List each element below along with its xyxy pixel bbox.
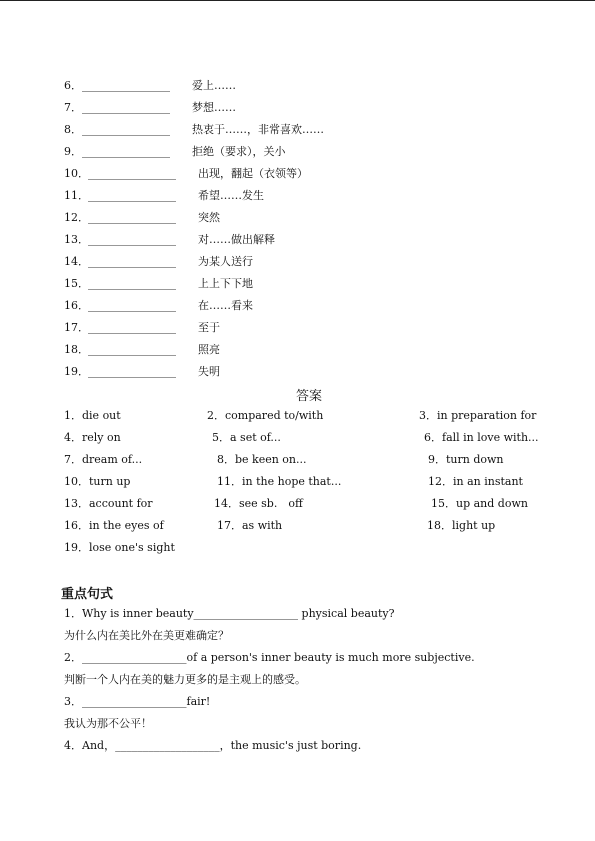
answer-item: 18．light up — [427, 519, 496, 532]
answer-item: 3．in preparation for — [419, 409, 537, 422]
vocab-item — [64, 277, 253, 291]
vocab-blank: ________________ — [88, 343, 176, 356]
sentence-english: 4．And，___________________，the music's just boring. — [64, 739, 362, 752]
vocab-item — [64, 343, 220, 357]
vocab-number: 18． — [64, 343, 89, 356]
vocab-item — [64, 101, 236, 115]
vocab-number: 15． — [64, 277, 89, 290]
vocab-number: 17． — [64, 321, 89, 334]
vocab-meaning: 对……做出解释 — [198, 233, 275, 246]
vocab-meaning: 爱上…… — [192, 79, 236, 92]
vocab-blank: ________________ — [88, 167, 176, 180]
vocab-number: 9． — [64, 145, 82, 158]
answer-item: 8．be keen on... — [217, 453, 307, 466]
vocab-number: 10． — [64, 167, 89, 180]
answer-item: 15．up and down — [431, 497, 528, 510]
vocab-blank: ________________ — [88, 321, 176, 334]
vocab-number: 13． — [64, 233, 89, 246]
answer-item: 13．account for — [64, 497, 153, 510]
answer-item: 7．dream of... — [64, 453, 143, 466]
answer-item: 14．see sb. off — [214, 497, 303, 510]
vocab-item — [64, 167, 308, 181]
vocab-blank: ________________ — [88, 255, 176, 268]
vocab-number: 19． — [64, 365, 89, 378]
vocab-blank: ________________ — [88, 365, 176, 378]
answer-item: 16．in the eyes of — [64, 519, 164, 532]
vocab-meaning: 拒绝（要求），关小 — [192, 145, 286, 158]
answer-item: 4．rely on — [64, 431, 121, 444]
answer-item: 11．in the hope that... — [217, 475, 342, 488]
vocab-number: 12． — [64, 211, 89, 224]
vocab-meaning: 在……看来 — [198, 299, 253, 312]
answer-item: 10．turn up — [64, 475, 131, 488]
vocab-item — [64, 321, 220, 335]
vocab-meaning: 失明 — [198, 365, 220, 378]
sentence-chinese: 为什么内在美比外在美更难确定？ — [64, 629, 229, 642]
vocab-meaning: 希望……发生 — [198, 189, 264, 202]
vocab-blank: ________________ — [82, 145, 170, 158]
vocab-blank: ________________ — [88, 233, 176, 246]
vocab-number: 8． — [64, 123, 82, 136]
answer-item: 2．compared to/with — [207, 409, 324, 422]
answer-item: 9．turn down — [428, 453, 504, 466]
vocab-blank: ________________ — [82, 101, 170, 114]
vocab-meaning: 出现，翻起（衣领等） — [198, 167, 308, 180]
vocab-item — [64, 365, 220, 379]
answers-title: 答案 — [296, 389, 323, 404]
answer-item: 6．fall in love with... — [424, 431, 539, 444]
vocab-blank: ________________ — [82, 79, 170, 92]
answer-item: 17．as with — [217, 519, 283, 532]
vocab-number: 16． — [64, 299, 89, 312]
vocab-item — [64, 145, 286, 159]
vocab-blank: ________________ — [82, 123, 170, 136]
vocab-item — [64, 79, 236, 93]
vocab-blank: ________________ — [88, 189, 176, 202]
sentence-chinese: 我认为那不公平！ — [64, 717, 152, 730]
vocab-number: 7． — [64, 101, 82, 114]
answer-item: 12．in an instant — [428, 475, 523, 488]
vocab-meaning: 为某人送行 — [198, 255, 253, 268]
vocab-item — [64, 299, 253, 313]
vocab-blank: ________________ — [88, 277, 176, 290]
vocab-meaning: 突然 — [198, 211, 220, 224]
sentence-english: 3．___________________fair! — [64, 695, 211, 708]
vocab-number: 6． — [64, 79, 82, 92]
vocab-item — [64, 255, 253, 269]
vocab-item — [64, 211, 220, 225]
vocab-number: 11． — [64, 189, 89, 202]
sentence-chinese: 判断一个人内在美的魅力更多的是主观上的感受。 — [64, 673, 306, 686]
answer-item: 19．lose one's sight — [64, 541, 175, 554]
answer-item: 5．a set of... — [212, 431, 281, 444]
vocab-meaning: 上上下下地 — [198, 277, 253, 290]
vocab-blank: ________________ — [88, 299, 176, 312]
key-sentences-heading: 重点句式 — [61, 587, 114, 602]
vocab-item — [64, 189, 264, 203]
vocab-number: 14． — [64, 255, 89, 268]
vocab-meaning: 照亮 — [198, 343, 220, 356]
vocab-blank: ________________ — [88, 211, 176, 224]
vocab-item — [64, 123, 324, 137]
vocab-item — [64, 233, 275, 247]
sentence-english: 1．Why is inner beauty___________________ physical beauty? — [64, 607, 395, 620]
vocab-meaning: 至于 — [198, 321, 220, 334]
vocab-meaning: 热衷于……，非常喜欢…… — [192, 123, 324, 136]
answer-item: 1．die out — [64, 409, 121, 422]
sentence-english: 2．___________________of a person's inner beauty is much more subjective. — [64, 651, 475, 664]
vocab-meaning: 梦想…… — [192, 101, 236, 114]
